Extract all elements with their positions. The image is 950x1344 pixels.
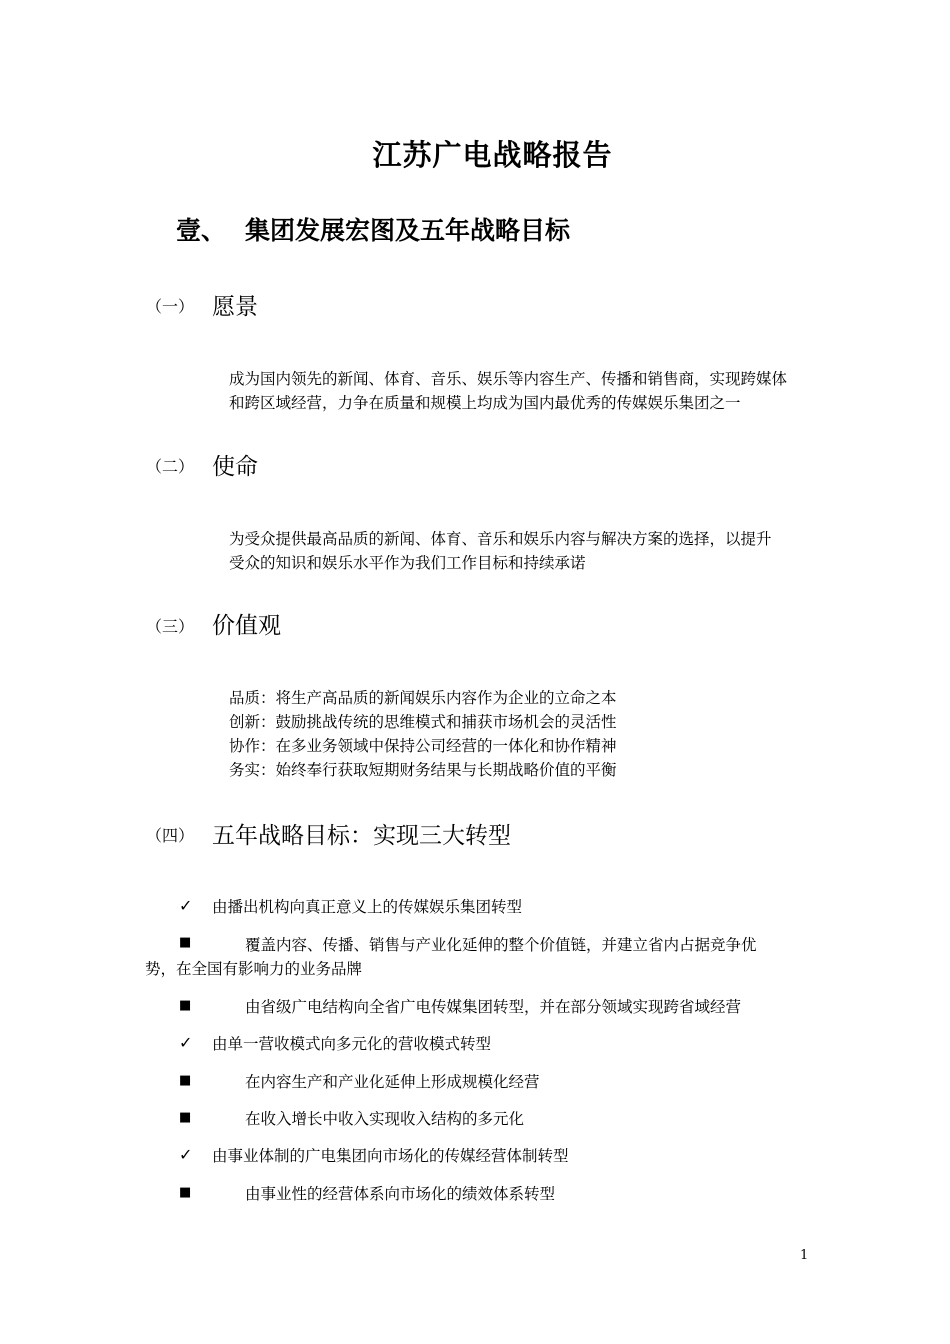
section-title: 价值观 — [212, 613, 281, 639]
check-icon: ✓ — [179, 1033, 193, 1052]
check-icon: ✓ — [179, 1145, 193, 1164]
goal-text: 由事业体制的广电集团向市场化的传媒经营体制转型 — [212, 1147, 569, 1165]
section-number: （一） — [146, 297, 195, 316]
value-item: 品质：将生产高品质的新闻娱乐内容作为企业的立命之本 — [229, 689, 617, 707]
goal-text: 覆盖内容、传播、销售与产业化延伸的整个价值链，并建立省内占据竞争优 — [245, 936, 757, 954]
section-title: 使命 — [212, 454, 258, 480]
goal-text-continued: 势，在全国有影响力的业务品牌 — [145, 960, 363, 978]
value-item: 创新：鼓励挑战传统的思维模式和捕获市场机会的灵活性 — [229, 713, 617, 731]
section-number: （二） — [146, 457, 195, 476]
value-item: 协作：在多业务领域中保持公司经营的一体化和协作精神 — [229, 737, 617, 755]
chapter-number: 壹、 — [176, 216, 227, 245]
paragraph-line: 受众的知识和娱乐水平作为我们工作目标和持续承诺 — [229, 554, 586, 572]
paragraph-line: 成为国内领先的新闻、体育、音乐、娱乐等内容生产、传播和销售商，实现跨媒体 — [229, 370, 788, 388]
page-number: 1 — [800, 1248, 809, 1263]
square-bullet-icon: ■ — [179, 1073, 192, 1088]
goal-text: 在收入增长中收入实现收入结构的多元化 — [245, 1110, 525, 1128]
section-number: （三） — [146, 617, 195, 636]
paragraph-line: 为受众提供最高品质的新闻、体育、音乐和娱乐内容与解决方案的选择，以提升 — [229, 530, 772, 548]
goal-text: 在内容生产和产业化延伸上形成规模化经营 — [245, 1073, 540, 1091]
square-bullet-icon: ■ — [179, 1110, 192, 1125]
goal-text: 由单一营收模式向多元化的营收模式转型 — [212, 1035, 492, 1053]
goal-text: 由事业性的经营体系向市场化的绩效体系转型 — [245, 1185, 556, 1203]
square-bullet-icon: ■ — [179, 998, 192, 1013]
section-title: 愿景 — [212, 294, 258, 320]
value-item: 务实：始终奉行获取短期财务结果与长期战略价值的平衡 — [229, 761, 617, 779]
page-title: 江苏广电战略报告 — [372, 138, 613, 172]
square-bullet-icon: ■ — [179, 1185, 192, 1200]
section-number: （四） — [146, 826, 195, 845]
section-title: 五年战略目标：实现三大转型 — [212, 823, 511, 849]
check-icon: ✓ — [179, 896, 193, 915]
chapter-title: 集团发展宏图及五年战略目标 — [245, 216, 571, 245]
goal-text: 由播出机构向真正意义上的传媒娱乐集团转型 — [212, 898, 523, 916]
goal-text: 由省级广电结构向全省广电传媒集团转型，并在部分领域实现跨省域经营 — [245, 998, 742, 1016]
square-bullet-icon: ■ — [179, 935, 192, 950]
paragraph-line: 和跨区域经营，力争在质量和规模上均成为国内最优秀的传媒娱乐集团之一 — [229, 394, 741, 412]
